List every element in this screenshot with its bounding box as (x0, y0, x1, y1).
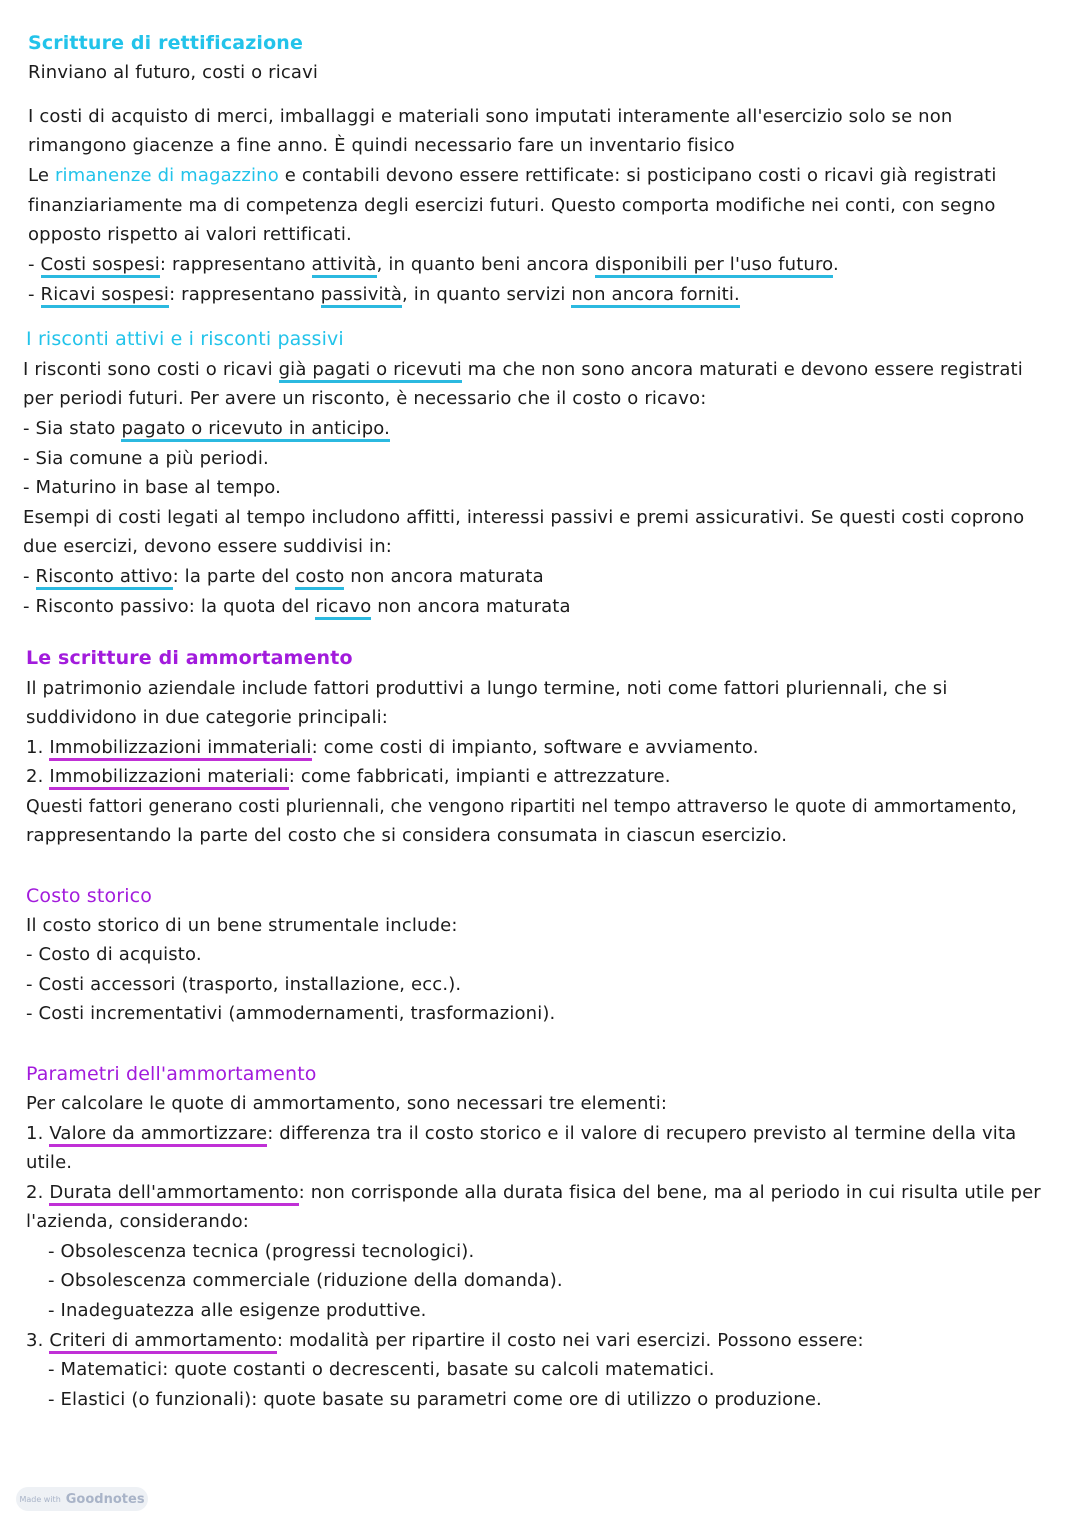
underlined-term: Criteri di ammortamento (49, 1330, 277, 1354)
underlined-term: passività (321, 284, 402, 308)
list-item: - Costi incrementativi (ammodernamenti, trasformazioni). (26, 1003, 556, 1024)
text: , in quanto beni ancora (376, 254, 595, 275)
paragraph-line: Il costo storico di un bene strumentale include: (26, 915, 458, 936)
text: . (833, 254, 839, 275)
section-title-costo-storico: Costo storico (26, 885, 152, 907)
list-item: - Matematici: quote costanti o decrescenti, basate su calcoli matematici. (48, 1359, 715, 1380)
paragraph-line: rimangono giacenze a fine anno. È quindi necessario fare un inventario fisico (28, 135, 735, 156)
list-item: - Obsolescenza commerciale (riduzione della domanda). (48, 1270, 563, 1291)
paragraph-line: due esercizi, devono essere suddivisi in: (23, 536, 392, 557)
paragraph-line: suddividono in due categorie principali: (26, 707, 388, 728)
text: non ancora maturata (371, 596, 571, 617)
underlined-term: Durata dell'ammortamento (49, 1182, 298, 1206)
paragraph-line (28, 162, 997, 190)
paragraph-line: opposto rispetto ai valori rettificati. (28, 224, 352, 245)
paragraph-line: Per calcolare le quote di ammortamento, sono necessari tre elementi: (26, 1093, 668, 1114)
list-item: - Costi accessori (trasporto, installazione, ecc.). (26, 974, 462, 995)
list-item: - Costo di acquisto. (26, 944, 202, 965)
underlined-term: attività (312, 254, 377, 278)
list-item (26, 763, 671, 791)
underlined-term: Immobilizzazioni immateriali (49, 737, 311, 761)
list-item: - Elastici (o funzionali): quote basate su parametri come ore di utilizzo o produzione. (48, 1389, 822, 1410)
paragraph-line: rappresentando la parte del costo che si considera consumata in ciascun esercizio. (26, 825, 788, 846)
text: - (28, 284, 41, 305)
underlined-term: costo (295, 566, 344, 590)
subtitle-line: Rinviano al futuro, costi o ricavi (28, 62, 319, 83)
text: Le (28, 165, 55, 186)
paragraph-line: Questi fattori generano costi pluriennali, che vengono ripartiti nel tempo attraverso le quote di ammortamento, (26, 797, 1017, 817)
text: : modalità per ripartire il costo nei vari esercizi. Possono essere: (276, 1330, 864, 1351)
list-item (26, 1120, 1016, 1148)
underlined-term: disponibili per l'uso futuro (595, 254, 833, 278)
text: - (28, 254, 41, 275)
paragraph-line: l'azienda, considerando: (26, 1211, 249, 1232)
underlined-term: ricavo (315, 596, 371, 620)
text: : la parte del (172, 566, 296, 587)
bullet-ricavi-sospesi (28, 281, 740, 309)
section-title-ammortamento: Le scritture di ammortamento (26, 647, 353, 669)
paragraph-line: utile. (26, 1152, 73, 1173)
list-item (26, 734, 759, 762)
underlined-term: Valore da ammortizzare (49, 1123, 267, 1147)
paragraph-line (23, 356, 1023, 384)
text: e contabili devono essere rettificate: si posticipano costi o ricavi già registrati (278, 165, 997, 186)
list-item: - Sia comune a più periodi. (23, 448, 269, 469)
text: 1. (26, 1123, 50, 1144)
underlined-term: Costi sospesi (41, 254, 160, 278)
underlined-term: pagato o ricevuto in anticipo. (121, 418, 390, 442)
underlined-term: Immobilizzazioni materiali (49, 766, 288, 790)
section-title-rettificazione: Scritture di rettificazione (28, 32, 304, 54)
text: : rappresentano (159, 254, 312, 275)
list-item: - Maturino in base al tempo. (23, 477, 282, 498)
text: , in quanto servizi (402, 284, 572, 305)
list-item (26, 1179, 1041, 1207)
bullet-costi-sospesi (28, 251, 839, 279)
list-item (23, 593, 571, 621)
highlight-term: rimanenze di magazzino (54, 165, 279, 186)
text: : come fabbricati, impianti e attrezzature. (288, 766, 671, 787)
paragraph-line: finanziariamente ma di competenza degli esercizi futuri. Questo comporta modifiche nei conti, con segno (28, 195, 996, 216)
text: 3. (26, 1330, 50, 1351)
badge-brand: Goodnotes (65, 1491, 145, 1507)
text: - Risconto passivo: la quota del (23, 596, 316, 617)
badge-made-with: Made with (19, 1494, 61, 1504)
text: - (23, 566, 36, 587)
text: 2. (26, 1182, 50, 1203)
text: - Sia stato (23, 418, 122, 439)
list-item (26, 1327, 864, 1355)
text: : differenza tra il costo storico e il valore di recupero previsto al termine della vita (267, 1123, 1017, 1144)
list-item: - Obsolescenza tecnica (progressi tecnologici). (48, 1241, 475, 1262)
text: I risconti sono costi o ricavi (23, 359, 279, 380)
list-item (23, 563, 544, 591)
list-item (23, 415, 390, 443)
underlined-term: non ancora forniti. (571, 284, 740, 308)
goodnotes-badge (16, 1487, 148, 1511)
text: 1. (26, 737, 50, 758)
underlined-term: Risconto attivo (36, 566, 173, 590)
paragraph-line: Esempi di costi legati al tempo includono affitti, interessi passivi e premi assicurativi. Se questi costi coprono (23, 507, 1025, 528)
text: : come costi di impianto, software e avviamento. (311, 737, 759, 758)
text: : rappresentano (169, 284, 321, 305)
underlined-term: Ricavi sospesi (41, 284, 170, 308)
text: 2. (26, 766, 50, 787)
text: : non corrisponde alla durata fisica del bene, ma al periodo in cui risulta utile per (298, 1182, 1041, 1203)
paragraph-line: Il patrimonio aziendale include fattori produttivi a lungo termine, noti come fattori pluriennali, che si (26, 678, 948, 699)
paragraph-line: I costi di acquisto di merci, imballaggi e materiali sono imputati interamente all'esercizio solo se non (28, 106, 953, 127)
paragraph-line: per periodi futuri. Per avere un risconto, è necessario che il costo o ricavo: (23, 388, 707, 409)
text: ma che non sono ancora maturati e devono essere registrati (461, 359, 1023, 380)
section-title-risconti: I risconti attivi e i risconti passivi (26, 328, 344, 350)
underlined-term: già pagati o ricevuti (279, 359, 462, 383)
list-item: - Inadeguatezza alle esigenze produttive. (48, 1300, 427, 1321)
section-title-parametri: Parametri dell'ammortamento (26, 1063, 317, 1085)
text: non ancora maturata (344, 566, 544, 587)
